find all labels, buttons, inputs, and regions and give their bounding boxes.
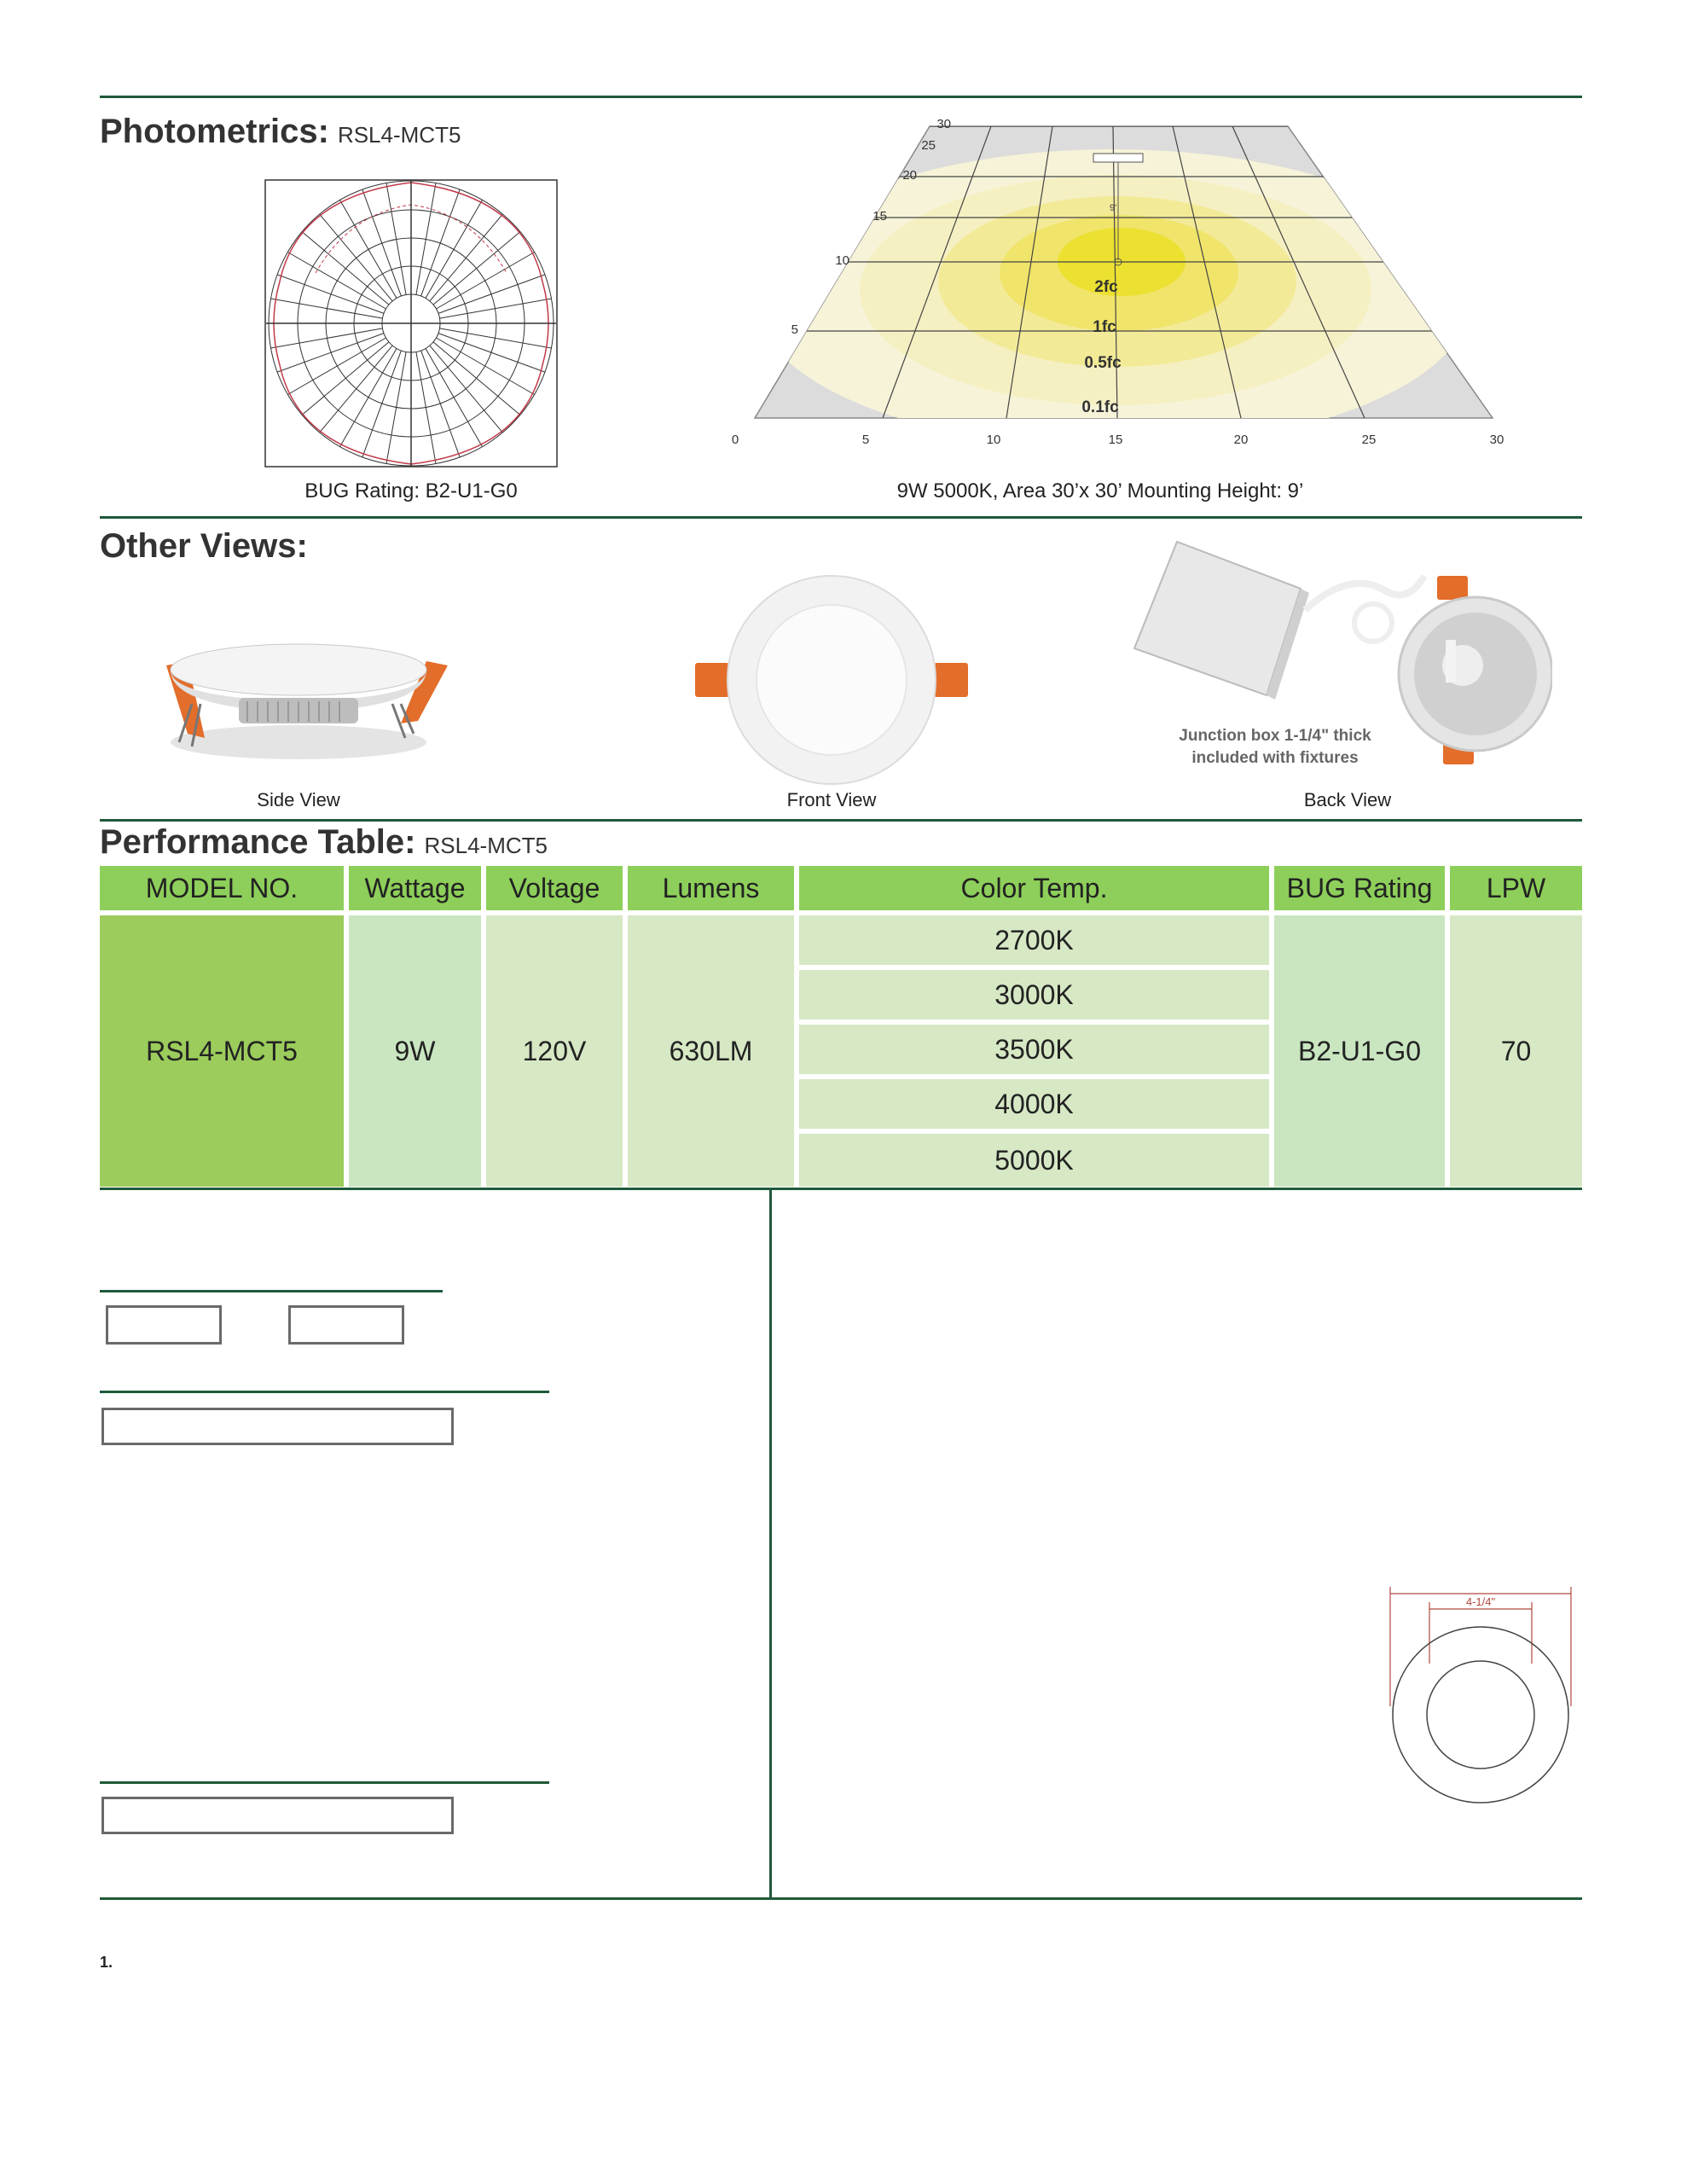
header-lpw: LPW	[1450, 866, 1582, 910]
input-box-1[interactable]	[106, 1305, 222, 1345]
y-tick-15: 15	[872, 209, 887, 224]
isofootcandle-caption: 9W 5000K, Area 30’x 30’ Mounting Height: 9’	[896, 479, 1304, 502]
cell-lumens: 630LM	[628, 915, 794, 1187]
performance-model: RSL4-MCT5	[424, 833, 548, 858]
cell-wattage: 9W	[349, 915, 481, 1187]
cell-color-temp: 3000K	[799, 970, 1269, 1019]
y-tick-25: 25	[921, 138, 936, 153]
side-view-caption: Side View	[257, 789, 340, 810]
header-voltage: Voltage	[486, 866, 623, 910]
input-box-3[interactable]	[101, 1408, 454, 1445]
y-tick-5: 5	[791, 322, 798, 337]
header-wattage: Wattage	[349, 866, 481, 910]
contour-label-1fc: 1fc	[1093, 318, 1116, 336]
input-box-2[interactable]	[288, 1305, 404, 1345]
cell-color-temp: 3500K	[799, 1025, 1269, 1074]
isofootcandle-plot	[725, 115, 1518, 456]
bug-rating-caption: BUG Rating: B2-U1-G0	[304, 479, 518, 502]
footnote-number: 1.	[100, 1954, 113, 1971]
contour-label-0-5fc: 0.5fc	[1084, 354, 1122, 372]
performance-title: Performance Table:	[100, 823, 416, 861]
header-bug-rating: BUG Rating	[1274, 866, 1445, 910]
performance-rule	[100, 819, 1582, 822]
header-color-temp: Color Temp.	[799, 866, 1269, 910]
contour-label-2fc: 2fc	[1094, 278, 1118, 296]
y-tick-30: 30	[936, 117, 951, 131]
center-divider	[769, 1188, 772, 1897]
photometrics-model: RSL4-MCT5	[337, 122, 461, 148]
polar-candela-plot	[264, 179, 558, 468]
cell-model: RSL4-MCT5	[100, 915, 344, 1187]
x-tick-10: 10	[986, 433, 1001, 447]
side-view-image	[119, 623, 478, 776]
front-view-image	[691, 567, 972, 789]
cell-color-temp: 4000K	[799, 1079, 1269, 1129]
field-rule-1	[100, 1290, 443, 1292]
photometrics-heading	[100, 113, 461, 151]
cell-bug-rating: B2-U1-G0	[1274, 915, 1445, 1187]
junction-note-1: Junction box 1-1/4" thick	[1179, 727, 1371, 745]
header-lumens: Lumens	[628, 866, 794, 910]
cell-lpw: 70	[1450, 915, 1582, 1187]
x-tick-25: 25	[1361, 433, 1377, 447]
x-tick-30: 30	[1489, 433, 1504, 447]
y-tick-20: 20	[902, 168, 917, 183]
front-view-caption: Front View	[786, 789, 877, 810]
x-tick-5: 5	[861, 433, 870, 447]
field-rule-2	[100, 1391, 549, 1393]
mount-height-label: 9'	[1110, 203, 1117, 213]
dimension-drawing	[1380, 1578, 1576, 1809]
input-box-4[interactable]	[101, 1797, 454, 1834]
field-rule-3	[100, 1781, 549, 1784]
contour-label-0-1fc: 0.1fc	[1081, 398, 1119, 416]
header-model: MODEL NO.	[100, 866, 344, 910]
cell-color-temp: 5000K	[799, 1134, 1269, 1187]
other-views-title: Other Views:	[100, 527, 308, 565]
x-tick-15: 15	[1108, 433, 1123, 447]
dimension-label: 4-1/4"	[1465, 1595, 1496, 1608]
photometrics-title: Photometrics:	[100, 113, 329, 150]
cell-color-temp: 2700K	[799, 915, 1269, 965]
y-tick-10: 10	[835, 253, 849, 268]
x-tick-0: 0	[731, 433, 739, 447]
performance-heading	[100, 823, 548, 862]
cell-voltage: 120V	[486, 915, 623, 1187]
top-rule	[100, 96, 1582, 98]
back-view-caption: Back View	[1303, 789, 1392, 810]
bottom-rule	[100, 1897, 1582, 1900]
table-bottom-rule	[100, 1188, 1582, 1190]
other-views-rule	[100, 516, 1582, 519]
junction-note-2: included with fixtures	[1191, 749, 1359, 767]
x-tick-20: 20	[1233, 433, 1249, 447]
